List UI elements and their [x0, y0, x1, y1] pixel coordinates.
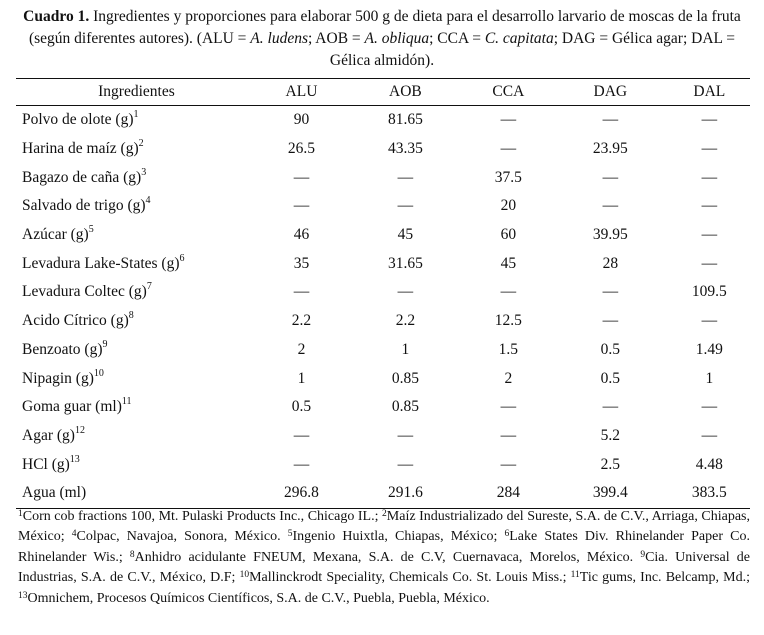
- ingredient-name: Agar (g): [22, 426, 75, 444]
- table-row: [16, 450, 750, 479]
- ingredients-table: [16, 78, 750, 509]
- ingredient-name: Nipagin (g): [22, 369, 94, 387]
- value-cell-dag: 5.2: [600, 426, 620, 444]
- value-cell-alu: —: [293, 426, 310, 444]
- value-cell-cca: —: [500, 283, 517, 301]
- value-cell-alu: —: [293, 455, 310, 473]
- ingredient-cell: [16, 221, 257, 250]
- value-cell-dal: 109.5: [691, 283, 727, 301]
- table-row: [16, 307, 750, 336]
- ingredient-name: Levadura Coltec (g): [22, 283, 147, 301]
- ingredient-name: Goma guar (ml): [22, 398, 122, 416]
- caption-species-cca: C. capitata: [484, 30, 554, 47]
- table-row: [16, 479, 750, 508]
- footnote-ref: 7: [146, 281, 152, 293]
- value-cell-dag: 28: [602, 254, 619, 272]
- ingredient-cell: [16, 307, 257, 336]
- value-cell-dal: —: [701, 426, 718, 444]
- value-cell-aob: —: [397, 426, 414, 444]
- ingredient-cell: [16, 393, 257, 422]
- footnote-ref: 6: [179, 252, 185, 264]
- ingredient-cell: [16, 479, 257, 508]
- footnote-number: 6: [504, 529, 510, 540]
- value-cell-cca: —: [500, 111, 517, 129]
- ingredient-cell: [16, 450, 257, 479]
- ingredient-cell: [16, 336, 257, 365]
- footnote-number: 4: [71, 529, 77, 540]
- header-dal: DAL: [669, 79, 750, 106]
- value-cell-alu: —: [293, 197, 310, 215]
- footnote-ref: 1: [133, 109, 139, 121]
- footnote-text: Ingenio Huixtla, Chiapas, México;: [292, 529, 505, 545]
- value-cell-dag: —: [602, 398, 619, 416]
- value-cell-dal: —: [701, 226, 718, 244]
- ingredient-name: HCl (g): [22, 455, 70, 473]
- value-cell-dag: —: [602, 168, 619, 186]
- value-cell-aob: 0.85: [391, 398, 419, 416]
- value-cell-aob: 291.6: [346, 479, 465, 508]
- value-cell-cca: 60: [500, 226, 517, 244]
- value-cell-cca: 12.5: [494, 312, 522, 330]
- value-cell-dal: —: [701, 197, 718, 215]
- value-cell-dag: 2.5: [600, 455, 620, 473]
- ingredient-name: Harina de maíz (g): [22, 140, 139, 158]
- header-ingredientes: Ingredientes: [16, 79, 257, 106]
- value-cell-dag: 23.95: [592, 140, 628, 158]
- table-caption: [8, 6, 756, 72]
- ingredient-name: Bagazo de caña (g): [22, 168, 142, 186]
- value-cell-aob: —: [397, 197, 414, 215]
- value-cell-aob: 0.85: [391, 369, 419, 387]
- ingredient-name: Polvo de olote (g): [22, 111, 134, 129]
- footnote-ref: 4: [145, 195, 151, 207]
- value-cell-cca: 284: [465, 479, 552, 508]
- value-cell-cca: —: [500, 426, 517, 444]
- footnote-number: 10: [239, 570, 250, 581]
- footnote-ref: 8: [128, 310, 134, 322]
- value-cell-alu: 35: [293, 254, 310, 272]
- footnote-number: 5: [287, 529, 293, 540]
- ingredient-name: Benzoato (g): [22, 340, 103, 358]
- ingredient-cell: [16, 192, 257, 221]
- value-cell-dal: 1.49: [695, 340, 723, 358]
- value-cell-dag: 0.5: [600, 369, 620, 387]
- header-aob: AOB: [346, 79, 465, 106]
- ingredient-name: Acido Cítrico (g): [22, 312, 129, 330]
- value-cell-alu: 0.5: [291, 398, 312, 416]
- footnotes: [18, 507, 750, 609]
- footnote-text: Lake States Div. Rhinelander Paper Co. Rhinelander Wis.;: [18, 529, 750, 565]
- footnote-ref: 13: [69, 453, 80, 465]
- value-cell-dal: —: [701, 398, 718, 416]
- caption-text-2: ; AOB =: [307, 30, 365, 47]
- ingredient-cell: [16, 364, 257, 393]
- value-cell-aob: —: [397, 283, 414, 301]
- footnote-ref: 5: [88, 224, 94, 236]
- value-cell-dag: 0.5: [600, 340, 620, 358]
- table-row: [16, 249, 750, 278]
- value-cell-dal: 383.5: [669, 479, 750, 508]
- value-cell-cca: 20: [500, 197, 517, 215]
- header-dag: DAG: [552, 79, 669, 106]
- value-cell-cca: 2: [504, 369, 513, 387]
- value-cell-alu: —: [293, 283, 310, 301]
- table-row: [16, 106, 750, 135]
- header-alu: ALU: [257, 79, 346, 106]
- table-row: [16, 364, 750, 393]
- value-cell-alu: 2.2: [291, 312, 312, 330]
- value-cell-dal: —: [701, 140, 718, 158]
- caption-text-1: Ingredientes y proporciones para elaborar 500 g de dieta para el desarrollo larvario de moscas de la fruta (según diferentes autores). (ALU =: [28, 8, 741, 47]
- value-cell-cca: 1.5: [498, 340, 519, 358]
- footnote-text: Corn cob fractions 100, Mt. Pulaski Products Inc., Chicago IL.;: [22, 509, 383, 524]
- footnote-ref: 11: [121, 396, 132, 408]
- footnote-text: Colpac, Navajoa, Sonora, México.: [76, 529, 288, 545]
- footnote-number: 11: [570, 570, 580, 581]
- caption-species-alu: A. ludens: [250, 30, 308, 47]
- value-cell-dal: —: [701, 168, 718, 186]
- table-row: [16, 393, 750, 422]
- footnote-number: 9: [640, 549, 646, 560]
- ingredient-cell: [16, 422, 257, 451]
- table-row: [16, 278, 750, 307]
- value-cell-alu: 2: [297, 340, 306, 358]
- value-cell-cca: 45: [500, 254, 517, 272]
- value-cell-dal: —: [701, 312, 718, 330]
- table-row: [16, 336, 750, 365]
- ingredient-name: Salvado de trigo (g): [22, 197, 146, 215]
- ingredient-cell: [16, 163, 257, 192]
- value-cell-aob: —: [397, 455, 414, 473]
- caption-species-aob: A. obliqua: [364, 30, 430, 47]
- value-cell-dal: 4.48: [695, 455, 723, 473]
- footnote-number: 1: [18, 509, 23, 519]
- value-cell-cca: —: [500, 140, 517, 158]
- caption-text-3: ; CCA =: [429, 30, 485, 47]
- ingredient-cell: [16, 278, 257, 307]
- value-cell-alu: —: [293, 168, 310, 186]
- footnote-number: 13: [18, 590, 28, 601]
- value-cell-dag: —: [602, 197, 619, 215]
- value-cell-dag: —: [602, 312, 619, 330]
- footnote-ref: 2: [138, 138, 144, 150]
- value-cell-aob: 1: [401, 340, 410, 358]
- value-cell-alu: 90: [293, 111, 310, 129]
- value-cell-alu: 46: [293, 226, 310, 244]
- ingredient-cell: [16, 249, 257, 278]
- table-header-row: [16, 79, 750, 106]
- table-body: [16, 106, 750, 509]
- footnote-text: Cia. Universal de Industrias, S.A. de C.V., México, D.F;: [18, 549, 750, 586]
- value-cell-cca: —: [500, 398, 517, 416]
- value-cell-cca: —: [500, 455, 517, 473]
- value-cell-dal: —: [701, 111, 718, 129]
- table-row: [16, 163, 750, 192]
- table-row: [16, 135, 750, 164]
- ingredient-name: Agua (ml): [22, 484, 87, 502]
- value-cell-cca: 37.5: [494, 168, 522, 186]
- footnote-number: 2: [382, 509, 387, 519]
- value-cell-dag: 399.4: [552, 479, 669, 508]
- footnote-number: 8: [129, 549, 135, 560]
- value-cell-alu: 26.5: [287, 140, 316, 158]
- value-cell-aob: 31.65: [387, 254, 423, 272]
- caption-text-4: ; DAG = Gélica agar; DAL = Gélica almidón).: [329, 30, 736, 69]
- value-cell-dag: —: [602, 283, 619, 301]
- value-cell-dag: 39.95: [592, 226, 628, 244]
- value-cell-aob: 43.35: [387, 140, 423, 158]
- footnote-ref: 10: [93, 367, 104, 379]
- ingredient-name: Azúcar (g): [22, 226, 89, 244]
- footnote-text: Maíz Industrializado del Sureste, S.A. de C.V., Arriaga, Chiapas, México;: [18, 509, 750, 545]
- table-row: [16, 221, 750, 250]
- value-cell-aob: 81.65: [387, 111, 423, 129]
- table-row: [16, 422, 750, 451]
- footnote-text: Mallinckrodt Speciality, Chemicals Co. St. Louis Miss.;: [249, 570, 571, 586]
- footnote-ref: 9: [102, 338, 108, 350]
- ingredient-name: Levadura Lake-States (g): [22, 254, 180, 272]
- footnote-ref: 12: [74, 424, 85, 436]
- footnote-ref: 3: [141, 166, 147, 178]
- value-cell-dal: 1: [705, 369, 714, 387]
- value-cell-dag: —: [602, 111, 619, 129]
- value-cell-alu: 1: [297, 369, 306, 387]
- value-cell-dal: —: [701, 254, 718, 272]
- ingredient-cell: [16, 135, 257, 164]
- value-cell-aob: 45: [397, 226, 414, 244]
- value-cell-aob: —: [397, 168, 414, 186]
- footnote-text: Anhidro acidulante FNEUM, Mexana, S.A. de C.V, Cuernavaca, Morelos, México.: [134, 549, 641, 565]
- footnote-text: Omnichem, Procesos Químicos Científicos, S.A. de C.V., Puebla, Puebla, México.: [27, 590, 490, 606]
- header-cca: CCA: [465, 79, 552, 106]
- caption-label: Cuadro 1.: [23, 8, 90, 25]
- footnote-text: Tic gums, Inc. Belcamp, Md.;: [579, 570, 750, 586]
- table-row: [16, 192, 750, 221]
- ingredient-cell: [16, 106, 257, 135]
- value-cell-alu: 296.8: [257, 479, 346, 508]
- value-cell-aob: 2.2: [395, 312, 416, 330]
